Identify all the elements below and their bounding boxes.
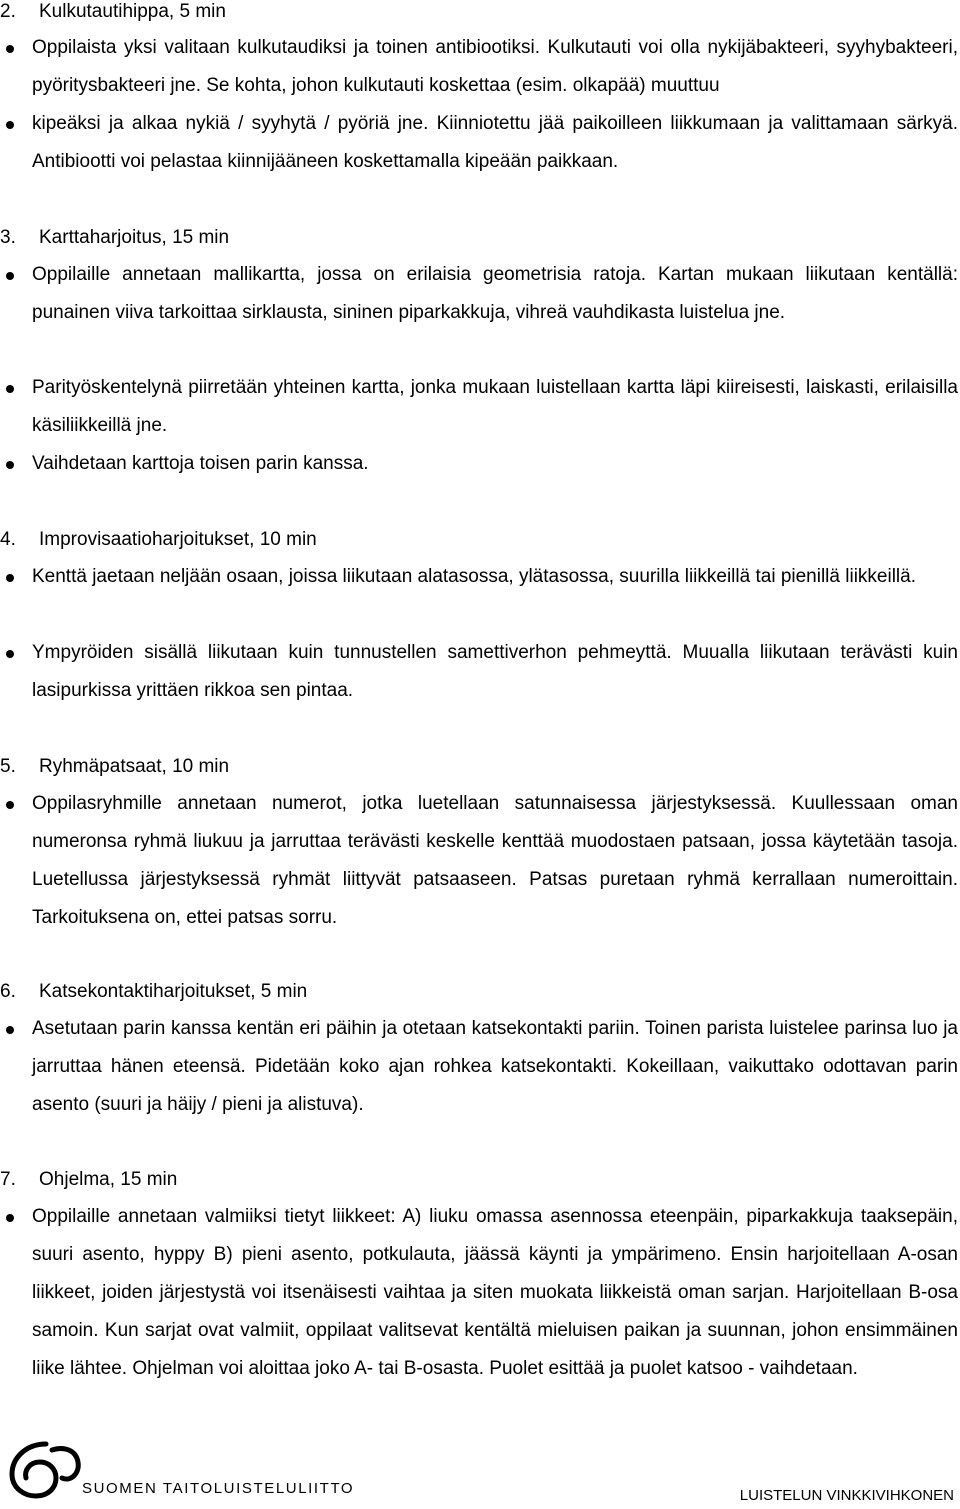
section-title: Katsekontaktiharjoitukset, 5 min	[39, 981, 308, 1002]
section-number: 7.	[0, 1169, 16, 1190]
list-item: Kenttä jaetaan neljään osaan, joissa liikutaan alatasossa, ylätasossa, suurilla liikkeillä tai pienillä liikkeillä.	[32, 558, 958, 596]
bullet-icon	[6, 45, 14, 53]
bullet-icon	[6, 1214, 14, 1222]
section-title: Karttaharjoitus, 15 min	[39, 227, 230, 248]
section-heading-7	[0, 1168, 177, 1192]
section-heading-5	[0, 755, 229, 779]
list-item: Parityöskentelynä piirretään yhteinen kartta, jonka mukaan luistellaan kartta läpi kiireisesti, laiskasti, erilaisilla käsiliikkeillä jne.	[32, 369, 958, 445]
bullet-icon	[6, 461, 14, 469]
bullet-icon	[6, 1026, 14, 1034]
list-item: Ympyröiden sisällä liikutaan kuin tunnustellen samettiverhon pehmeyttä. Muualla liikutaan terävästi kuin lasipurkissa yrittäen rikkoa sen pintaa.	[32, 634, 958, 710]
bullet-icon	[6, 121, 14, 129]
list-item: Asetutaan parin kanssa kentän eri päihin ja otetaan katsekontakti pariin. Toinen parista luistelee parinsa luo ja jarruttaa hänen eteensä. Pidetään koko ajan rohkea katsekontakti. Kokeillaan, vaikuttako odottavan parin asento (suuri ja häijy / pieni ja alistuva).	[32, 1010, 958, 1124]
bullet-icon	[6, 801, 14, 809]
list-item: kipeäksi ja alkaa nykiä / syyhytä / pyöriä jne. Kiinniotettu jää paikoilleen liikkumaan ja valittamaan särkyä. Antibiootti voi pelastaa kiinnijääneen koskettamalla kipeään paikkaan.	[32, 105, 958, 181]
section-title: Improvisaatioharjoitukset, 10 min	[39, 529, 317, 550]
section-title: Ryhmäpatsaat, 10 min	[39, 756, 230, 777]
section-number: 3.	[0, 227, 16, 248]
section-number: 2.	[0, 1, 16, 22]
section-title: Kulkutautihippa, 5 min	[39, 1, 226, 22]
section-number: 4.	[0, 529, 16, 550]
list-item: Oppilaille annetaan valmiiksi tietyt liikkeet: A) liuku omassa asennossa eteenpäin, piparkakkuja taaksepäin, suuri asento, hyppy B) pieni asento, potkulauta, jäässä käynti ja ympärimeno. Ensin harjoitellaan A-osan liikkeet, joiden järjestystä voi itsenäisesti vaihtaa ja siten muokata liikkeistä oman sarjan. Harjoitellaan B-osa samoin. Kun sarjat ovat valmiit, oppilaat valitsevat kentältä mieluisen paikan ja suunnan, johon ensimmäinen liike lähtee. Ohjelman voi aloittaa joko A- tai B-osasta. Puolet esittää ja puolet katsoo - vaihdetaan.	[32, 1198, 958, 1388]
bullet-icon	[6, 650, 14, 658]
section-number: 6.	[0, 981, 16, 1002]
section-number: 5.	[0, 756, 16, 777]
section-heading-2	[0, 0, 226, 24]
section-title: Ohjelma, 15 min	[39, 1169, 178, 1190]
bullet-icon	[6, 574, 14, 582]
list-item: Oppilaista yksi valitaan kulkutaudiksi ja toinen antibiootiksi. Kulkutauti voi olla nykijäbakteeri, syyhybakteeri, pyöritysbakteeri jne. Se kohta, johon kulkutauti koskettaa (esim. olkapää) muuttuu	[32, 29, 958, 105]
bullet-icon	[6, 272, 14, 280]
section-heading-3	[0, 226, 229, 250]
logo-text: SUOMEN TAITOLUISTELULIITTO	[82, 1480, 355, 1497]
list-item: Vaihdetaan karttoja toisen parin kanssa.	[32, 445, 958, 483]
bullet-icon	[6, 385, 14, 393]
footer-title: LUISTELUN VINKKIVIHKONEN	[739, 1487, 954, 1504]
section-heading-4	[0, 528, 317, 552]
section-heading-6	[0, 980, 307, 1004]
list-item: Oppilasryhmille annetaan numerot, jotka luetellaan satunnaisessa järjestyksessä. Kuullessaan oman numeronsa ryhmä liukuu ja jarruttaa terävästi keskelle kenttää muodostaen patsaan, jossa käytetään tasoja. Luetellussa järjestyksessä ryhmät liittyvät patsaaseen. Patsas puretaan ryhmä kerrallaan numeroittain. Tarkoituksena on, ettei patsas sorru.	[32, 785, 958, 937]
list-item: Oppilaille annetaan mallikartta, jossa on erilaisia geometrisia ratoja. Kartan mukaan liikutaan kentällä: punainen viiva tarkoittaa sirklausta, sininen piparkakkuja, vihreä vauhdikasta luistelua jne.	[32, 256, 958, 332]
